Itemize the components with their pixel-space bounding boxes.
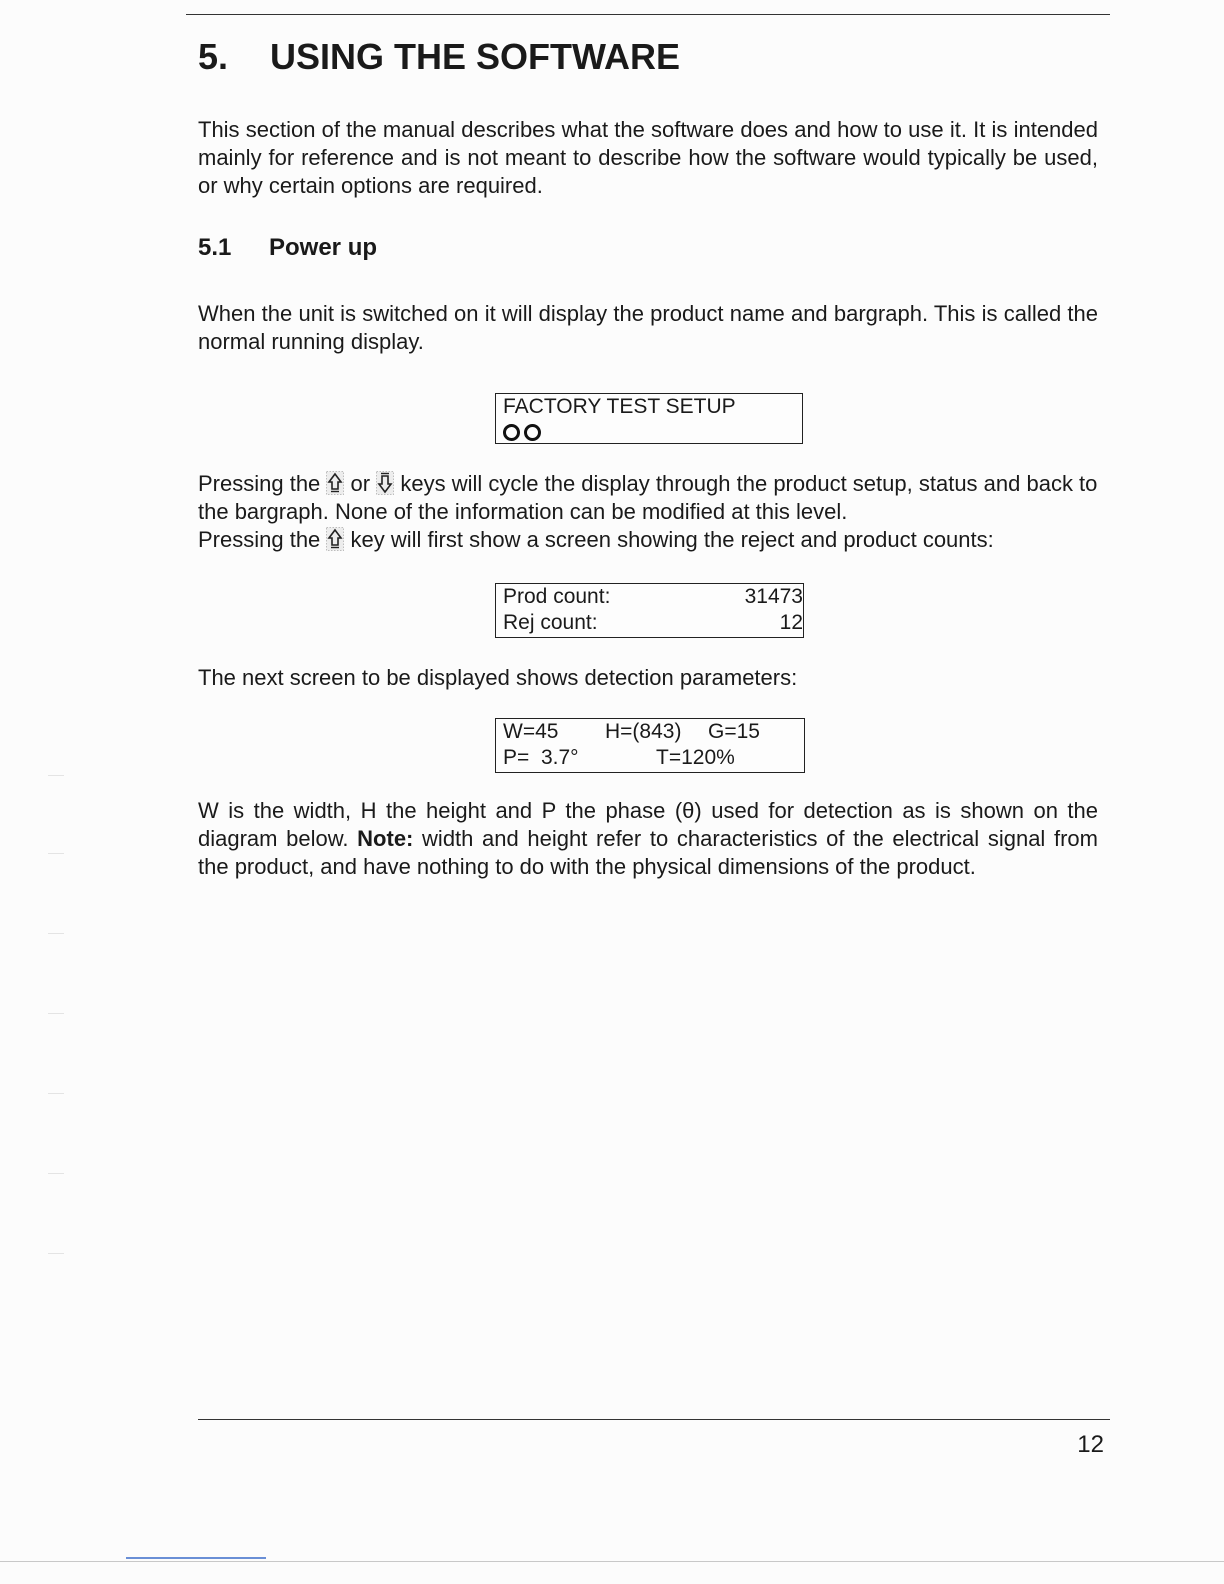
top-rule [186, 14, 1110, 15]
margin-mark [48, 1173, 64, 1174]
rej-count-row [503, 610, 803, 636]
wdesc-text-1: W is the width, H the height and P the phase (θ) used for detection as is shown on the diagram below. [198, 798, 1098, 851]
params-display [495, 718, 805, 773]
bottom-rule [198, 1419, 1110, 1420]
margin-mark [48, 1253, 64, 1254]
down-arrow-key-icon [376, 471, 394, 495]
powerup-paragraph: When the unit is switched on it will display the product name and bargraph. This is called the normal running display. [198, 301, 1098, 354]
pressing-text-1: Pressing the [198, 471, 321, 496]
pressing-paragraph [198, 470, 1098, 554]
section-number: 5. [198, 36, 229, 77]
rej-count-label: Rej count: [503, 611, 598, 634]
prod-count-label: Prod count: [503, 585, 611, 608]
subsection-number: 5.1 [198, 234, 232, 261]
subsection-heading [198, 234, 377, 262]
bargraph-dot [503, 424, 520, 441]
param-height: H=(843) [605, 720, 682, 743]
margin-mark [48, 775, 64, 776]
up-arrow-key-icon [326, 527, 344, 551]
pressing-text-4: Pressing the [198, 527, 321, 552]
factory-display-line1: FACTORY TEST SETUP [503, 395, 736, 418]
page-number: 12 [1077, 1431, 1104, 1458]
param-width: W=45 [503, 720, 559, 743]
note-label: Note: [357, 826, 414, 851]
margin-mark [48, 1013, 64, 1014]
pressing-text-2: or [350, 471, 371, 496]
prod-count-row [503, 584, 803, 610]
bargraph-icon [503, 420, 802, 441]
factory-display [495, 393, 803, 444]
next-screen-paragraph: The next screen to be displayed shows detection parameters: [198, 665, 798, 690]
parameter-description-paragraph [198, 797, 1098, 881]
pressing-text-5: key will first show a screen showing the reject and product counts: [350, 527, 994, 552]
margin-mark [48, 1093, 64, 1094]
page-edge [0, 1561, 1224, 1562]
scan-mark [126, 1557, 266, 1559]
params-row-1 [503, 719, 804, 745]
margin-mark [48, 933, 64, 934]
param-threshold: T=120% [656, 746, 735, 769]
params-row-2 [503, 745, 804, 771]
rej-count-value: 12 [779, 611, 803, 634]
param-phase: P= 3.7° [503, 746, 579, 769]
margin-mark [48, 853, 64, 854]
section-title: USING THE SOFTWARE [270, 36, 681, 77]
intro-paragraph: This section of the manual describes what the software does and how to use it. It is intended mainly for reference and is not meant to describe how the software would typically be used, or why certain options are required. [198, 117, 1098, 198]
bargraph-dot [524, 424, 541, 441]
up-arrow-key-icon [326, 471, 344, 495]
param-gain: G=15 [708, 720, 760, 743]
pressing-text-3: keys will cycle the display through the product setup, status and back to the bargraph. None of the information can be modified at this level. [198, 471, 1098, 524]
section-heading [198, 36, 680, 78]
counts-display [495, 583, 804, 638]
subsection-title: Power up [269, 234, 378, 261]
wdesc-text-2: width and height refer to characteristics of the electrical signal from the product, and have nothing to do with the physical dimensions of the product. [198, 826, 1098, 879]
prod-count-value: 31473 [744, 585, 803, 608]
